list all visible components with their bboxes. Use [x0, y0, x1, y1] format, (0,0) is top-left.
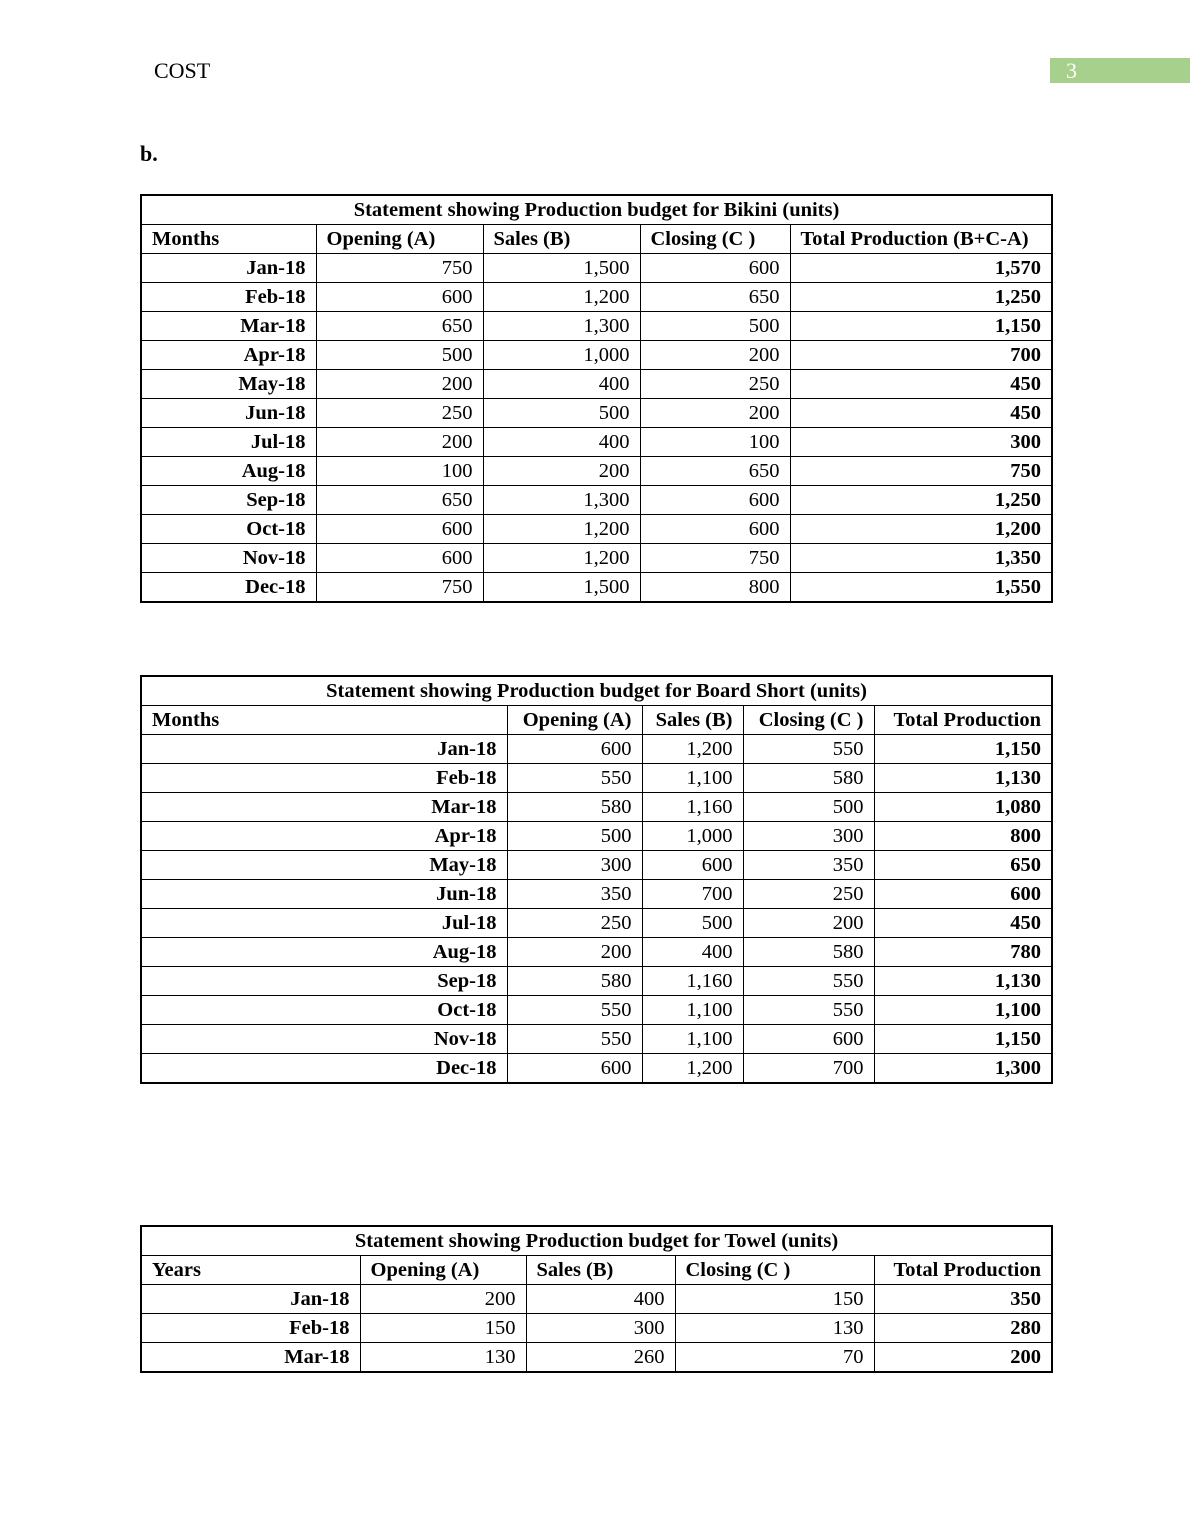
- value-cell: 600: [316, 544, 483, 573]
- total-cell: 1,300: [874, 1054, 1052, 1084]
- column-header: Years: [141, 1256, 360, 1285]
- table-row: [141, 822, 1052, 851]
- row-label-cell: Oct-18: [141, 515, 316, 544]
- value-cell: 600: [507, 735, 642, 764]
- table-header-row: [141, 225, 1052, 254]
- bikini-production-table: [140, 194, 1053, 603]
- value-cell: 200: [316, 428, 483, 457]
- column-header: Closing (C ): [640, 225, 790, 254]
- value-cell: 1,500: [483, 573, 640, 603]
- value-cell: 1,160: [642, 967, 743, 996]
- total-cell: 780: [874, 938, 1052, 967]
- row-label-cell: May-18: [141, 851, 507, 880]
- value-cell: 600: [642, 851, 743, 880]
- table-row: [141, 399, 1052, 428]
- value-cell: 550: [507, 996, 642, 1025]
- column-header: Total Production: [874, 1256, 1052, 1285]
- row-label-cell: Sep-18: [141, 486, 316, 515]
- value-cell: 650: [640, 457, 790, 486]
- row-label-cell: Jan-18: [141, 254, 316, 283]
- value-cell: 1,000: [642, 822, 743, 851]
- table-row: [141, 544, 1052, 573]
- value-cell: 400: [483, 428, 640, 457]
- value-cell: 1,160: [642, 793, 743, 822]
- value-cell: 130: [360, 1343, 526, 1373]
- row-label-cell: Apr-18: [141, 341, 316, 370]
- table-title: Statement showing Production budget for Towel (units): [141, 1226, 1052, 1256]
- value-cell: 200: [316, 370, 483, 399]
- total-cell: 280: [874, 1314, 1052, 1343]
- row-label-cell: Mar-18: [141, 793, 507, 822]
- value-cell: 600: [507, 1054, 642, 1084]
- total-cell: 450: [874, 909, 1052, 938]
- table-header-row: [141, 706, 1052, 735]
- total-cell: 600: [874, 880, 1052, 909]
- value-cell: 750: [640, 544, 790, 573]
- total-cell: 300: [790, 428, 1052, 457]
- row-label-cell: Mar-18: [141, 1343, 360, 1373]
- row-label-cell: Jul-18: [141, 909, 507, 938]
- value-cell: 400: [526, 1285, 675, 1314]
- value-cell: 800: [640, 573, 790, 603]
- total-cell: 1,150: [874, 735, 1052, 764]
- value-cell: 300: [743, 822, 874, 851]
- row-label-cell: Dec-18: [141, 573, 316, 603]
- value-cell: 1,500: [483, 254, 640, 283]
- row-label-cell: Nov-18: [141, 1025, 507, 1054]
- value-cell: 250: [316, 399, 483, 428]
- column-header: Total Production (B+C-A): [790, 225, 1052, 254]
- value-cell: 100: [316, 457, 483, 486]
- total-cell: 1,100: [874, 996, 1052, 1025]
- value-cell: 750: [316, 254, 483, 283]
- column-header: Months: [141, 706, 507, 735]
- value-cell: 580: [743, 938, 874, 967]
- column-header: Sales (B): [526, 1256, 675, 1285]
- value-cell: 150: [675, 1285, 874, 1314]
- table-row: [141, 967, 1052, 996]
- value-cell: 300: [526, 1314, 675, 1343]
- row-label-cell: Jan-18: [141, 1285, 360, 1314]
- total-cell: 1,150: [790, 312, 1052, 341]
- column-header: Opening (A): [507, 706, 642, 735]
- value-cell: 260: [526, 1343, 675, 1373]
- value-cell: 1,200: [483, 544, 640, 573]
- value-cell: 500: [743, 793, 874, 822]
- value-cell: 1,100: [642, 764, 743, 793]
- value-cell: 1,200: [483, 283, 640, 312]
- total-cell: 1,150: [874, 1025, 1052, 1054]
- value-cell: 650: [640, 283, 790, 312]
- table-row: [141, 486, 1052, 515]
- total-cell: 750: [790, 457, 1052, 486]
- table-row: [141, 515, 1052, 544]
- table-header-row: [141, 1256, 1052, 1285]
- column-header: Sales (B): [642, 706, 743, 735]
- row-label-cell: Feb-18: [141, 764, 507, 793]
- table-title: Statement showing Production budget for Board Short (units): [141, 676, 1052, 706]
- value-cell: 400: [483, 370, 640, 399]
- total-cell: 700: [790, 341, 1052, 370]
- value-cell: 700: [743, 1054, 874, 1084]
- value-cell: 200: [360, 1285, 526, 1314]
- row-label-cell: Feb-18: [141, 1314, 360, 1343]
- table-row: [141, 938, 1052, 967]
- table-row: [141, 1314, 1052, 1343]
- value-cell: 100: [640, 428, 790, 457]
- row-label-cell: Jul-18: [141, 428, 316, 457]
- table-row: [141, 283, 1052, 312]
- value-cell: 350: [507, 880, 642, 909]
- row-label-cell: Nov-18: [141, 544, 316, 573]
- value-cell: 1,100: [642, 996, 743, 1025]
- row-label-cell: Jan-18: [141, 735, 507, 764]
- column-header: Closing (C ): [675, 1256, 874, 1285]
- value-cell: 550: [743, 967, 874, 996]
- value-cell: 200: [640, 399, 790, 428]
- value-cell: 550: [507, 764, 642, 793]
- table-title-row: [141, 1226, 1052, 1256]
- total-cell: 1,080: [874, 793, 1052, 822]
- value-cell: 550: [743, 735, 874, 764]
- table-row: [141, 764, 1052, 793]
- value-cell: 250: [507, 909, 642, 938]
- value-cell: 550: [507, 1025, 642, 1054]
- running-header-title: COST: [154, 58, 211, 83]
- row-label-cell: Dec-18: [141, 1054, 507, 1084]
- total-cell: 1,250: [790, 486, 1052, 515]
- row-label-cell: Aug-18: [141, 457, 316, 486]
- table-row: [141, 312, 1052, 341]
- column-header: Months: [141, 225, 316, 254]
- value-cell: 500: [640, 312, 790, 341]
- table-row: [141, 909, 1052, 938]
- value-cell: 650: [316, 486, 483, 515]
- page-number-badge: 3: [1050, 58, 1190, 83]
- row-label-cell: Jun-18: [141, 880, 507, 909]
- row-label-cell: Aug-18: [141, 938, 507, 967]
- value-cell: 70: [675, 1343, 874, 1373]
- column-header: Opening (A): [360, 1256, 526, 1285]
- table-row: [141, 851, 1052, 880]
- value-cell: 750: [316, 573, 483, 603]
- value-cell: 500: [642, 909, 743, 938]
- table-row: [141, 254, 1052, 283]
- value-cell: 200: [743, 909, 874, 938]
- value-cell: 500: [316, 341, 483, 370]
- value-cell: 600: [743, 1025, 874, 1054]
- total-cell: 1,550: [790, 573, 1052, 603]
- value-cell: 1,100: [642, 1025, 743, 1054]
- value-cell: 600: [640, 515, 790, 544]
- value-cell: 1,000: [483, 341, 640, 370]
- value-cell: 350: [743, 851, 874, 880]
- total-cell: 450: [790, 399, 1052, 428]
- row-label-cell: Jun-18: [141, 399, 316, 428]
- value-cell: 600: [640, 486, 790, 515]
- value-cell: 500: [483, 399, 640, 428]
- total-cell: 1,350: [790, 544, 1052, 573]
- table-row: [141, 1285, 1052, 1314]
- total-cell: 1,130: [874, 967, 1052, 996]
- row-label-cell: Oct-18: [141, 996, 507, 1025]
- value-cell: 1,200: [642, 1054, 743, 1084]
- value-cell: 200: [507, 938, 642, 967]
- value-cell: 200: [640, 341, 790, 370]
- table-row: [141, 996, 1052, 1025]
- total-cell: 800: [874, 822, 1052, 851]
- value-cell: 550: [743, 996, 874, 1025]
- board-short-production-table: [140, 675, 1053, 1084]
- total-cell: 1,130: [874, 764, 1052, 793]
- table-row: [141, 1343, 1052, 1373]
- row-label-cell: Sep-18: [141, 967, 507, 996]
- table-title-row: [141, 195, 1052, 225]
- column-header: Closing (C ): [743, 706, 874, 735]
- row-label-cell: Feb-18: [141, 283, 316, 312]
- value-cell: 650: [316, 312, 483, 341]
- value-cell: 600: [316, 515, 483, 544]
- table-title: Statement showing Production budget for Bikini (units): [141, 195, 1052, 225]
- table-row: [141, 880, 1052, 909]
- table-row: [141, 793, 1052, 822]
- total-cell: 1,570: [790, 254, 1052, 283]
- value-cell: 1,300: [483, 486, 640, 515]
- table-row: [141, 1025, 1052, 1054]
- total-cell: 650: [874, 851, 1052, 880]
- total-cell: 450: [790, 370, 1052, 399]
- table-row: [141, 428, 1052, 457]
- section-label: b.: [140, 141, 158, 166]
- value-cell: 580: [507, 793, 642, 822]
- total-cell: 1,250: [790, 283, 1052, 312]
- total-cell: 1,200: [790, 515, 1052, 544]
- table-title-row: [141, 676, 1052, 706]
- total-cell: 200: [874, 1343, 1052, 1373]
- value-cell: 150: [360, 1314, 526, 1343]
- value-cell: 580: [743, 764, 874, 793]
- value-cell: 500: [507, 822, 642, 851]
- value-cell: 600: [316, 283, 483, 312]
- table-row: [141, 341, 1052, 370]
- table-row: [141, 457, 1052, 486]
- towel-production-table: [140, 1225, 1053, 1373]
- column-header: Opening (A): [316, 225, 483, 254]
- value-cell: 200: [483, 457, 640, 486]
- value-cell: 580: [507, 967, 642, 996]
- value-cell: 1,200: [483, 515, 640, 544]
- table-row: [141, 370, 1052, 399]
- value-cell: 130: [675, 1314, 874, 1343]
- column-header: Sales (B): [483, 225, 640, 254]
- table-row: [141, 735, 1052, 764]
- value-cell: 250: [743, 880, 874, 909]
- value-cell: 300: [507, 851, 642, 880]
- total-cell: 350: [874, 1285, 1052, 1314]
- table-row: [141, 573, 1052, 603]
- value-cell: 1,300: [483, 312, 640, 341]
- table-row: [141, 1054, 1052, 1084]
- value-cell: 1,200: [642, 735, 743, 764]
- column-header: Total Production: [874, 706, 1052, 735]
- value-cell: 600: [640, 254, 790, 283]
- value-cell: 400: [642, 938, 743, 967]
- row-label-cell: Mar-18: [141, 312, 316, 341]
- value-cell: 250: [640, 370, 790, 399]
- value-cell: 700: [642, 880, 743, 909]
- row-label-cell: Apr-18: [141, 822, 507, 851]
- row-label-cell: May-18: [141, 370, 316, 399]
